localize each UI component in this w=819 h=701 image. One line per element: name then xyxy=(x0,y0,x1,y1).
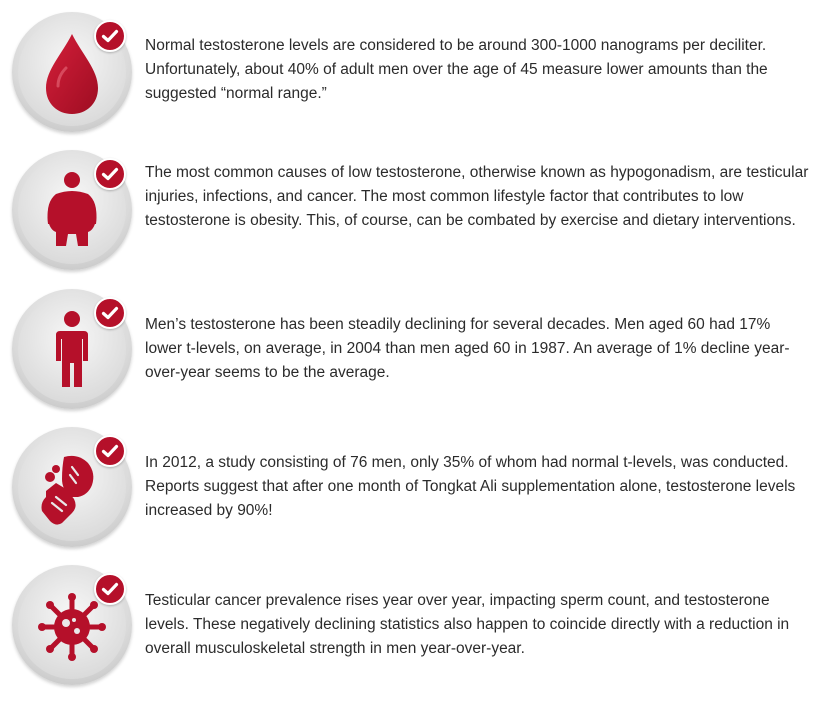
item-text: The most common causes of low testosterone, otherwise known as hypogonadism, are testicular injuries, infections, and cancer. The most common lifestyle factor that contributes to low testosterone is obesity. This, of course, can be combated by exercise and dietary interventions. xyxy=(145,164,809,229)
list-item xyxy=(0,565,819,695)
list-item xyxy=(0,12,819,142)
item-text: Normal testosterone levels are considered to be around 300-1000 nanograms per deciliter. Unfortunately, about 40% of adult men over the age of 45 measure lower amounts than the suggested “normal range.” xyxy=(145,37,768,102)
item-text: Men’s testosterone has been steadily declining for several decades. Men aged 60 had 17% lower t-levels, on average, in 2004 than men aged 60 in 1987. An average of 1% decline year-over-year seems to be the average. xyxy=(145,316,790,381)
icon-badge xyxy=(12,12,134,134)
checkmark-icon xyxy=(94,297,126,329)
icon-badge xyxy=(12,427,134,549)
icon-badge xyxy=(12,150,134,272)
checkmark-icon xyxy=(94,20,126,52)
list-item xyxy=(0,289,819,419)
list-item xyxy=(0,427,819,557)
item-text: In 2012, a study consisting of 76 men, only 35% of whom had normal t-levels, was conducted. Reports suggest that after one month of Tongkat Ali supplementation alone, testosterone levels increased by 90%! xyxy=(145,454,796,519)
checkmark-icon xyxy=(94,158,126,190)
list-item xyxy=(0,150,819,280)
item-text: Testicular cancer prevalence rises year over year, impacting sperm count, and testosterone levels. These negatively declining statistics also happen to coincide directly with a reduction in overall musculoskeletal strength in men year-over-year. xyxy=(145,592,790,657)
icon-badge xyxy=(12,289,134,411)
icon-badge xyxy=(12,565,134,687)
checkmark-icon xyxy=(94,435,126,467)
checkmark-icon xyxy=(94,573,126,605)
